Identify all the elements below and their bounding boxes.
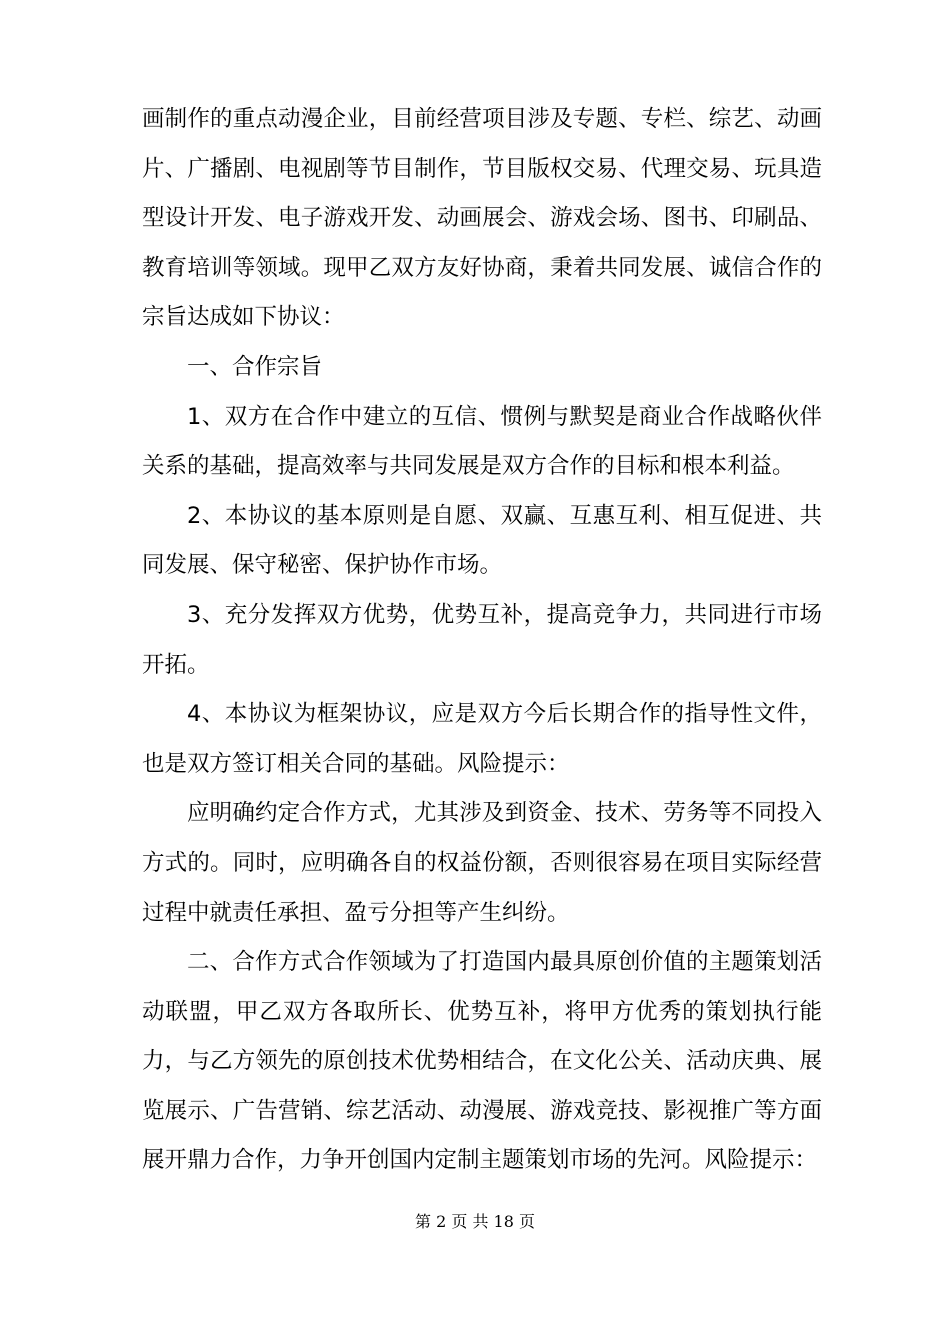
clause-2: 2、本协议的基本原则是自愿、双赢、互惠互利、相互促进、共同发展、保守秘密、保护协作市场。 [142, 502, 822, 579]
risk-note-paragraph: 应明确约定合作方式，尤其涉及到资金、技术、劳务等不同投入方式的。同时，应明确各自的权益份额，否则很容易在项目实际经营过程中就责任承担、盈亏分担等产生纠纷。 [142, 800, 822, 926]
document-body [142, 95, 822, 1186]
section-heading-cooperation-purpose: 一、合作宗旨 [187, 353, 323, 380]
section-cooperation-method: 二、合作方式合作领域为了打造国内最具原创价值的主题策划活动联盟，甲乙双方各取所长、优势互补，将甲方优秀的策划执行能力，与乙方领先的原创技术优势相结合，在文化公关、活动庆典、展览展示、广告营销、综艺活动、动漫展、游戏竞技、影视推广等方面展开鼎力合作，力争开创国内定制主题策划市场的先河。风险提示： [142, 949, 822, 1174]
page-number-footer: 第 2 页 共 18 页 [415, 1212, 535, 1231]
clause-3: 3、充分发挥双方优势，优势互补，提高竞争力，共同进行市场开拓。 [142, 601, 822, 678]
clause-4: 4、本协议为框架协议，应是双方今后长期合作的指导性文件，也是双方签订相关合同的基础。风险提示： [142, 701, 822, 777]
clause-1: 1、双方在合作中建立的互信、惯例与默契是商业合作战略伙伴关系的基础，提高效率与共同发展是双方合作的目标和根本利益。 [142, 403, 822, 480]
paragraph-intro-continued: 画制作的重点动漫企业，目前经营项目涉及专题、专栏、综艺、动画片、广播剧、电视剧等节目制作，节目版权交易、代理交易、玩具造型设计开发、电子游戏开发、动画展会、游戏会场、图书、印刷品、教育培训等领域。现甲乙双方友好协商，秉着共同发展、诚信合作的宗旨达成如下协议： [142, 106, 822, 331]
